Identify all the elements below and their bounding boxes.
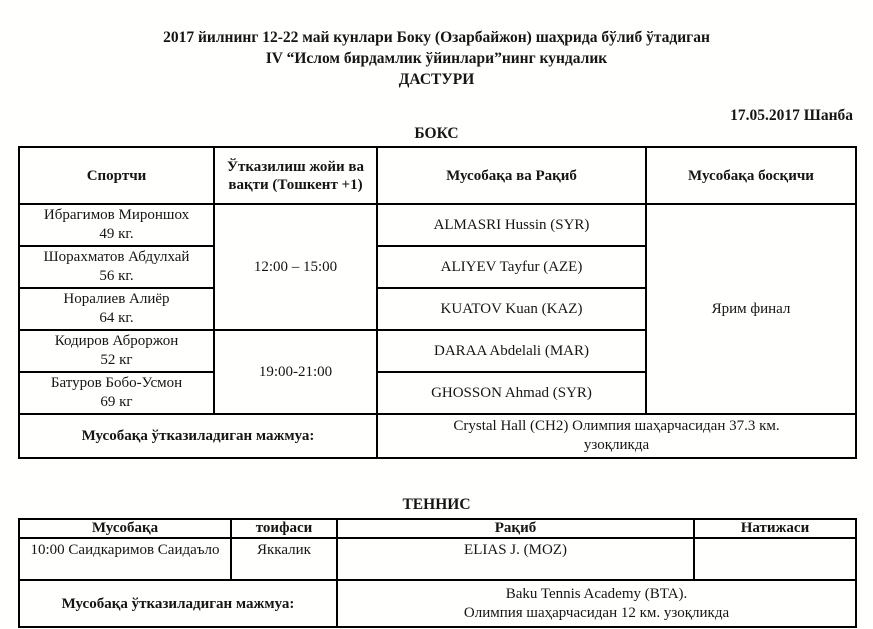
stage-cell: Ярим финал — [646, 204, 856, 414]
document-date: 17.05.2017 Шанба — [730, 107, 853, 124]
opponent-cell: GHOSSON Ahmad (SYR) — [377, 372, 646, 414]
time-slot-cell: 19:00-21:00 — [214, 330, 377, 414]
athlete-name: Норалиев Алиёр — [63, 291, 170, 307]
tennis-col-header-category: тоифаси — [231, 519, 337, 538]
boxing-table-row — [19, 204, 856, 246]
boxing-col-header-venue-time: Ўтказилиш жойи ва вақти (Тошкент +1) — [214, 147, 377, 204]
opponent-cell: ALIYEV Tayfur (AZE) — [377, 246, 646, 288]
match-cell: 10:00 Саидкаримов Саидаъло — [19, 538, 231, 580]
athlete-cell — [19, 330, 214, 372]
athlete-name: Кодиров Аброржон — [54, 333, 179, 349]
boxing-col-header-match-opponent: Мусобақа ва Рақиб — [377, 147, 646, 204]
tennis-table — [18, 518, 857, 628]
athlete-cell — [19, 204, 214, 246]
doc-title-line3: ДАСТУРИ — [398, 71, 475, 88]
venue-value-line1: Crystal Hall (CH2) Олимпия шаҳарчасидан 37.3 км. — [453, 418, 780, 434]
tennis-table-row — [19, 538, 856, 580]
opponent-cell: DARAA Abdelali (MAR) — [377, 330, 646, 372]
athlete-name: Ибрагимов Мироншох — [43, 207, 190, 223]
venue-label: Мусобақа ўтказиладиган мажмуа: — [19, 580, 337, 627]
venue-label: Мусобақа ўтказиладиган мажмуа: — [19, 414, 377, 458]
athlete-weight: 49 кг. — [99, 226, 134, 242]
tennis-col-header-opponent: Рақиб — [337, 519, 694, 538]
athlete-cell — [19, 288, 214, 330]
tennis-header-row — [19, 519, 856, 538]
athlete-weight: 52 кг — [100, 352, 133, 368]
athlete-name: Шорахматов Абдулхай — [43, 249, 190, 265]
athlete-weight: 69 кг — [100, 394, 133, 410]
time-slot-cell: 12:00 – 15:00 — [214, 204, 377, 330]
result-cell — [694, 538, 856, 580]
tennis-venue-row — [19, 580, 856, 627]
athlete-cell — [19, 246, 214, 288]
tennis-col-header-match: Мусобақа — [19, 519, 231, 538]
opponent-cell: ELIAS J. (MOZ) — [337, 538, 694, 580]
athlete-name: Батуров Бобо-Усмон — [50, 375, 183, 391]
athlete-weight: 56 кг. — [99, 268, 134, 284]
athlete-cell — [19, 372, 214, 414]
boxing-header-row — [19, 147, 856, 204]
venue-value-line1: Baku Tennis Academy (BTA). — [505, 585, 688, 602]
venue-value — [337, 580, 856, 627]
boxing-section-title: БОКС — [414, 125, 459, 142]
boxing-col-header-athlete: Спортчи — [19, 147, 214, 204]
venue-value-line2: узоқликда — [583, 437, 650, 453]
document-title — [0, 0, 873, 90]
category-cell: Яккалик — [231, 538, 337, 580]
tennis-col-header-result: Натижаси — [694, 519, 856, 538]
boxing-venue-row — [19, 414, 856, 458]
venue-value-line2: Олимпия шаҳарчасидан 12 км. узоқликда — [463, 604, 730, 621]
boxing-table — [18, 146, 857, 459]
doc-title-line2: IV “Ислом бирдамлик ўйинлари”нинг кундалик — [265, 50, 608, 67]
tennis-section-title: ТЕННИС — [402, 496, 471, 513]
venue-value — [377, 414, 856, 458]
opponent-cell: ALMASRI Hussin (SYR) — [377, 204, 646, 246]
doc-title-line1: 2017 йилнинг 12-22 май кунлари Боку (Озарбайжон) шаҳрида бўлиб ўтадиган — [163, 29, 710, 46]
opponent-cell: KUATOV Kuan (KAZ) — [377, 288, 646, 330]
boxing-col-header-stage: Мусобақа босқичи — [646, 147, 856, 204]
athlete-weight: 64 кг. — [99, 310, 134, 326]
